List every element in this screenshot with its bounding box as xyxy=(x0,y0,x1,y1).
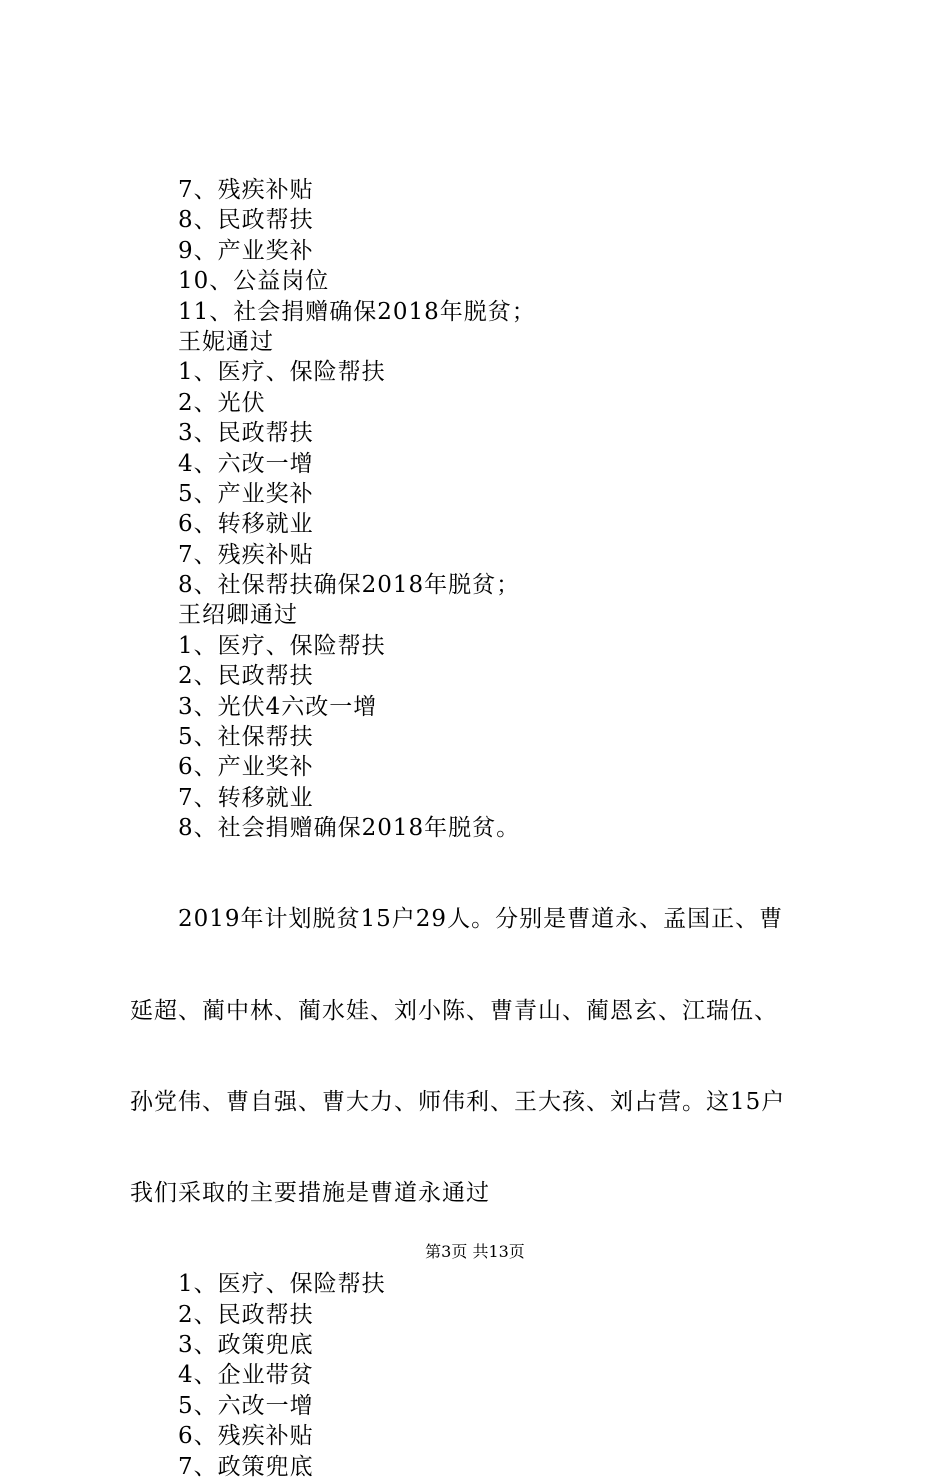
list-item: 7、政策兜底 xyxy=(178,1453,314,1480)
list-item: 6、产业奖补 xyxy=(178,754,314,781)
list-item: 3、政策兜底 xyxy=(178,1332,314,1358)
list-item: 7、残疾补贴 xyxy=(178,541,314,568)
list-section-b xyxy=(0,1269,950,1482)
list-item: 5、产业奖补 xyxy=(178,480,314,507)
paragraph-line: 我们采取的主要措施是曹道永通过 xyxy=(130,1180,490,1207)
list-item: 10、公益岗位 xyxy=(178,268,330,295)
list-item: 1、医疗、保险帮扶 xyxy=(178,1271,386,1298)
list-item: 4、企业带贫 xyxy=(178,1362,314,1389)
list-item: 8、民政帮扶 xyxy=(178,207,314,234)
list-item: 2、光伏 xyxy=(178,389,266,416)
person-heading: 王妮通过 xyxy=(178,328,274,355)
list-item: 8、社会捐赠确保2018年脱贫。 xyxy=(178,815,521,842)
list-item: 4、六改一增 xyxy=(178,450,314,477)
document-body xyxy=(0,175,950,1482)
list-item: 7、转移就业 xyxy=(178,784,314,811)
list-item: 3、民政帮扶 xyxy=(178,420,314,447)
list-item: 2、民政帮扶 xyxy=(178,663,314,690)
list-item: 11、社会捐赠确保2018年脱贫； xyxy=(178,298,536,325)
list-item: 8、社保帮扶确保2018年脱贫； xyxy=(178,572,521,599)
list-item: 9、产业奖补 xyxy=(178,237,314,264)
list-item: 7、残疾补贴 xyxy=(178,177,314,203)
paragraph-line: 延超、蔺中林、蔺水娃、刘小陈、曹青山、蔺恩玄、江瑞伍、 xyxy=(130,997,778,1024)
list-item: 6、残疾补贴 xyxy=(178,1423,314,1450)
page-footer: 第3页 共13页 xyxy=(425,1242,525,1261)
paragraph-line: 2019年计划脱贫15户29人。分别是曹道永、孟国正、曹 xyxy=(178,906,784,933)
list-item: 5、社保帮扶 xyxy=(178,724,314,751)
list-item: 6、转移就业 xyxy=(178,511,314,538)
list-item: 2、民政帮扶 xyxy=(178,1301,314,1328)
list-section-a xyxy=(0,175,950,844)
list-item: 5、六改一增 xyxy=(178,1392,314,1419)
plan-paragraph xyxy=(0,844,786,1270)
list-item: 1、医疗、保险帮扶 xyxy=(178,359,386,386)
list-item: 3、光伏4六改一增 xyxy=(178,693,378,720)
list-item: 1、医疗、保险帮扶 xyxy=(178,632,386,659)
paragraph-line: 孙党伟、曹自强、曹大力、师伟利、王大孩、刘占营。这15户 xyxy=(130,1088,786,1115)
person-heading: 王绍卿通过 xyxy=(178,602,298,629)
